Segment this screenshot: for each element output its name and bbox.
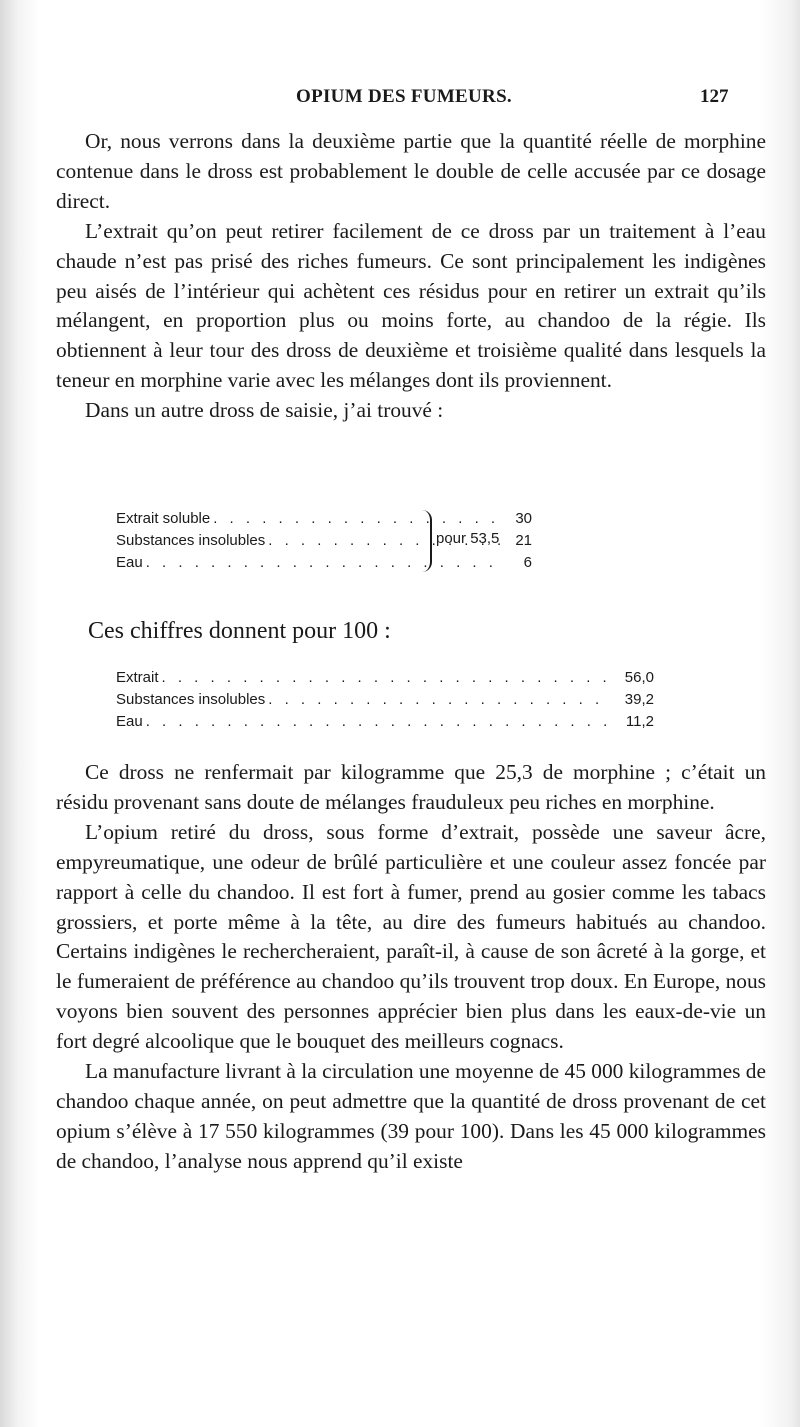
table-row xyxy=(116,667,654,689)
row-value: 11,2 xyxy=(625,713,654,730)
row-value: 39,2 xyxy=(624,691,654,708)
paragraph: La manufacture livrant à la circulation une moyenne de 45 000 kilogrammes de chandoo chaque année, on peut admettre que la quantité de dross provenant de cet opium s’élève à 17 550 kilogrammes (39 pour 100). Dans les 45 000 kilogrammes de chandoo, l’analyse nous apprend qu’il existe xyxy=(56,1059,766,1173)
row-label: Eau xyxy=(116,554,143,571)
text-block-bottom xyxy=(56,758,766,1177)
dot-leader xyxy=(265,689,610,711)
row-label: Eau xyxy=(116,713,143,730)
dot-leader xyxy=(143,552,502,574)
row-value: 21 xyxy=(515,532,532,549)
row-value: 30 xyxy=(515,510,532,527)
paragraph: Ce dross ne renfermait par kilogramme que 25,3 de morphine ; c’était un résidu provenant sans doute de mélanges frauduleux peu riches en morphine. xyxy=(56,760,766,814)
paragraph: L’extrait qu’on peut retirer facilement de ce dross par un traitement à l’eau chaude n’est pas prisé des riches fumeurs. Ce sont principalement les indigènes peu aisés de l’intérieur qui achètent ces résidus pour en retirer un extrait qu’ils mélangent, en proportion plus ou moins forte, au chandoo de la régie. Ils obtiennent à leur tour des dross de deuxième et troisième qualité dans lesquels la teneur en morphine varie avec les mélanges dont ils proviennent. xyxy=(56,218,766,393)
table-row xyxy=(116,689,654,711)
row-value: 6 xyxy=(523,554,532,571)
brace xyxy=(422,510,432,572)
row-label: Extrait xyxy=(116,669,159,686)
brace-note: pour 53,5 xyxy=(436,530,500,547)
table-row xyxy=(116,552,532,574)
row-label: Substances insolubles xyxy=(116,691,266,708)
dot-leader xyxy=(159,667,610,689)
table-row xyxy=(116,711,654,733)
row-value: 56,0 xyxy=(624,669,654,686)
table-row xyxy=(116,508,532,530)
row-label: Extrait soluble xyxy=(116,510,211,527)
composition-table-raw xyxy=(116,508,676,574)
dot-leader xyxy=(210,508,502,530)
table-intro-line: Ces chiffres donnent pour 100 : xyxy=(88,618,391,644)
running-title: OPIUM DES FUMEURS. xyxy=(296,86,512,107)
text-block-top xyxy=(56,127,766,426)
composition-table-percent xyxy=(116,667,656,733)
row-label: Substances insolubles xyxy=(116,532,266,549)
paragraph: L’opium retiré du dross, sous forme d’extrait, possède une saveur âcre, empyreumatique, une odeur de brûlé particulière et une couleur assez foncée par rapport à celle du chandoo. Il est fort à fumer, prend au gosier comme les tabacs grossiers, et porte même à la tête, au dire des fumeurs habitués au chandoo. Certains indigènes le rechercheraient, paraît-il, à cause de son âcreté à la gorge, et le fumeraient de préférence au chandoo qu’ils trouvent trop doux. En Europe, nous voyons bien souvent des personnes apprécier bien plus dans les eaux-de-vie un fort degré alcoolique que le bouquet des meilleurs cognacs. xyxy=(56,819,766,1054)
dot-leader xyxy=(143,711,610,733)
paragraph: Dans un autre dross de saisie, j’ai trouvé : xyxy=(85,398,444,423)
paragraph: Or, nous verrons dans la deuxième partie que la quantité réelle de morphine contenue dans le dross est probablement le double de celle accusée par ce dosage direct. xyxy=(56,129,766,213)
page-number: 127 xyxy=(700,86,729,107)
running-head xyxy=(0,86,800,110)
